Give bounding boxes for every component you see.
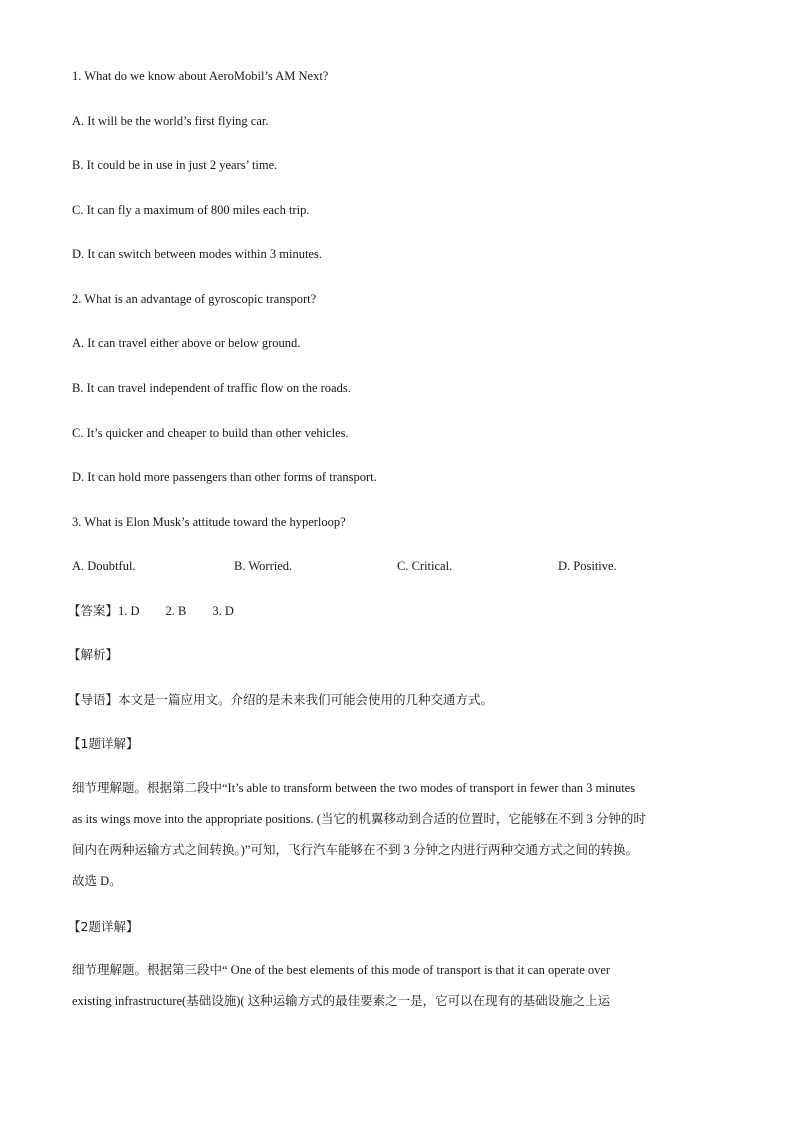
detail-1-line-2: as its wings move into the appropriate positions. (当它的机翼移动到合适的位置时，它能够在不到 3 分钟的时 — [72, 812, 646, 826]
answer-item-2: 2. B — [165, 604, 187, 618]
question-1-option-b: B. It could be in use in just 2 years’ time. — [72, 158, 278, 172]
question-1-stem: 1. What do we know about AeroMobil’s AM Next? — [72, 69, 329, 83]
answer-item-1: 1. D — [118, 604, 140, 618]
detail-2-title: 【2题详解】 — [68, 919, 139, 934]
question-3-option-d: D. Positive. — [558, 559, 617, 573]
answer-item-3: 3. D — [212, 604, 234, 618]
detail-1-line-3: 间内在两种运输方式之间转换。)”可知，飞行汽车能够在不到 3 分钟之内进行两种交通方式之间的转换。 — [72, 843, 638, 857]
question-3-options — [72, 558, 732, 574]
question-2-option-c: C. It’s quicker and cheaper to build than other vehicles. — [72, 426, 349, 440]
question-3-option-b: B. Worried. — [234, 559, 293, 573]
question-3-stem: 3. What is Elon Musk’s attitude toward the hyperloop? — [72, 515, 346, 529]
detail-2-paragraph — [72, 955, 722, 1017]
question-1-option-d: D. It can switch between modes within 3 minutes. — [72, 247, 322, 261]
question-2-stem: 2. What is an advantage of gyroscopic transport? — [72, 292, 317, 306]
detail-1-title: 【1题详解】 — [68, 736, 139, 751]
detail-1-paragraph — [72, 773, 722, 897]
detail-2-line-1: 细节理解题。根据第三段中“ One of the best elements of this mode of transport is that it can operate over — [72, 963, 611, 977]
answer-label: 【答案】 — [68, 603, 119, 618]
question-2-option-a: A. It can travel either above or below ground. — [72, 336, 301, 350]
detail-1-line-4: 故选 D。 — [72, 874, 122, 888]
answer-row — [68, 603, 234, 619]
guide-text: 【导语】本文是一篇应用文。介绍的是未来我们可能会使用的几种交通方式。 — [68, 692, 494, 707]
analysis-label: 【解析】 — [68, 647, 119, 662]
question-3-option-c: C. Critical. — [397, 559, 453, 573]
question-2-option-d: D. It can hold more passengers than other forms of transport. — [72, 470, 377, 484]
question-1-option-c: C. It can fly a maximum of 800 miles each trip. — [72, 203, 310, 217]
question-3-option-a: A. Doubtful. — [72, 559, 136, 573]
question-2-option-b: B. It can travel independent of traffic flow on the roads. — [72, 381, 351, 395]
question-1-option-a: A. It will be the world’s first flying car. — [72, 114, 269, 128]
detail-1-line-1: 细节理解题。根据第二段中“It’s able to transform between the two modes of transport in fewer than 3 minutes — [72, 781, 636, 795]
detail-2-line-2: existing infrastructure(基础设施)( 这种运输方式的最佳要素之一是，它可以在现有的基础设施之上运 — [72, 994, 611, 1008]
